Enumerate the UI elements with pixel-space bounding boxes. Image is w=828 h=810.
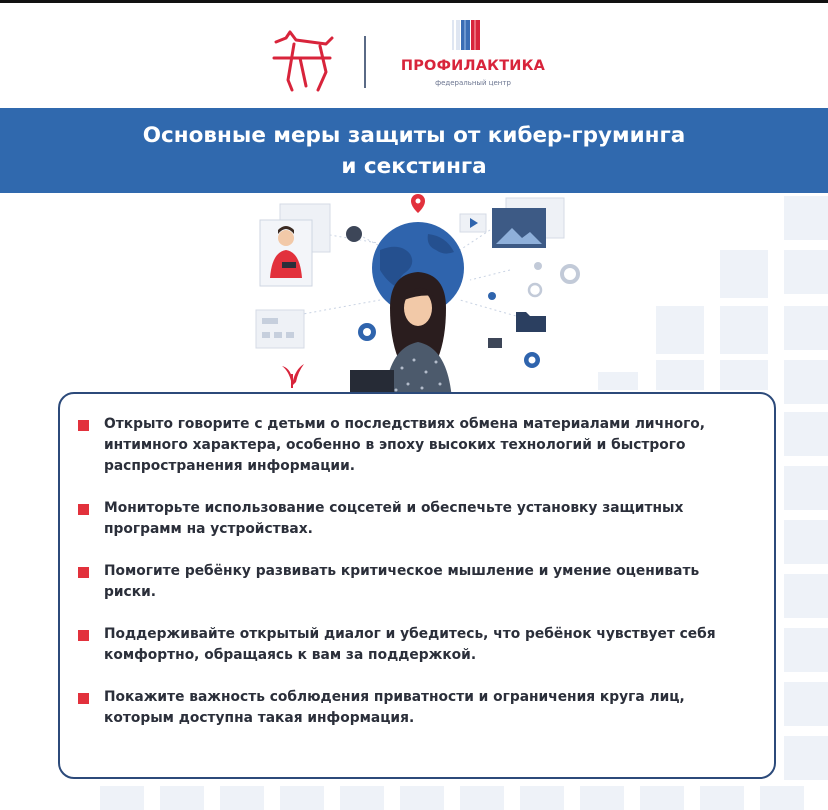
whatsapp-icon [524,352,540,368]
tip-item [78,414,750,477]
flag-logo-icon [452,20,480,50]
tip-item [78,561,750,603]
bullet-square-icon [78,693,89,704]
title-line-2: и секстинга [341,153,487,179]
bullet-square-icon [78,504,89,515]
brand-subtitle: федеральный центр [435,79,511,87]
title-line-1: Основные меры защиты от кибер-груминга [142,122,686,148]
tips-box [58,392,776,779]
tip-item [78,498,750,540]
video-call-card [260,204,330,286]
plant-icon [282,364,304,388]
gear-small-icon [529,284,541,296]
gear-icon [562,266,578,282]
title-banner [0,108,828,193]
tip-text: Открыто говорите с детьми о последствиях обмена материалами личного, интимного характера, особенно в эпоху высоких технологий и быстрого распространения информации. [104,416,706,474]
logo-divider [364,36,366,88]
tip-text: Покажите важность соблюдения приватности и ограничения круга лиц, которым доступна такая информация. [104,689,685,726]
photo-icon [492,198,564,248]
widget-card [256,310,304,348]
tip-text: Поддерживайте открытый диалог и убедитесь, что ребёнок чувствует себя комфортно, обращаясь к вам за поддержкой. [104,626,716,663]
bullet-square-icon [78,567,89,578]
tip-item [78,624,750,666]
video-icon [460,214,486,232]
illustration [230,190,600,400]
bullet-square-icon [78,420,89,431]
folder-icon [516,312,546,332]
tip-text: Мониторьте использование соцсетей и обеспечьте установку защитных программ на устройствах. [104,500,684,537]
horse-logo-icon [270,28,340,94]
bullet-square-icon [78,630,89,641]
chat-icon [358,323,376,341]
tip-item [78,687,750,729]
logo-area [0,18,828,98]
location-pin-icon [411,194,425,213]
tip-text: Помогите ребёнку развивать критическое мышление и умение оценивать риски. [104,563,700,600]
page-title [94,120,734,182]
brand-name: ПРОФИЛАКТИКА [400,58,546,74]
